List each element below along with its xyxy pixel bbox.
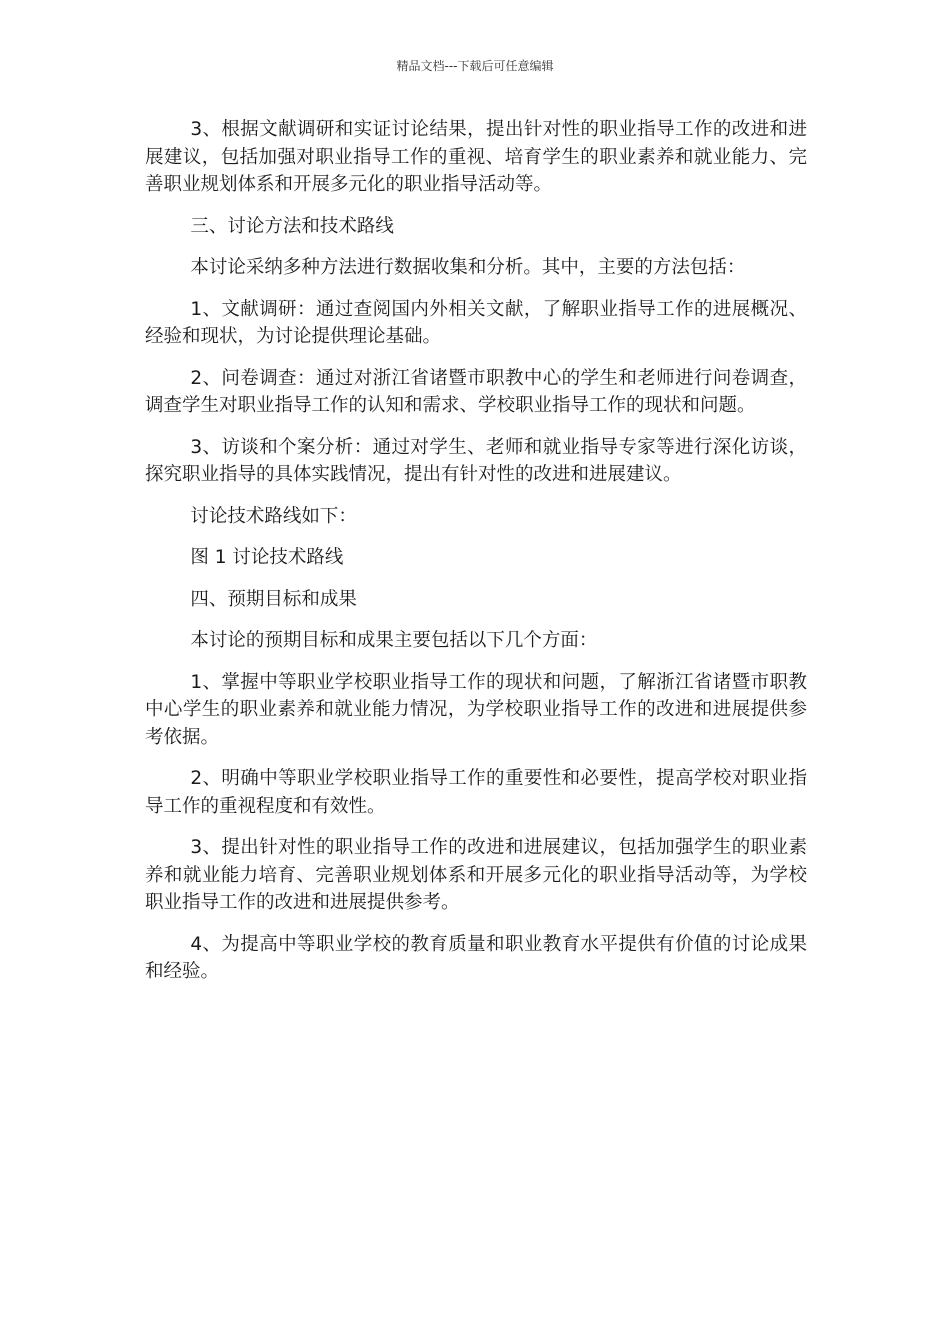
paragraph: 本讨论采纳多种方法进行数据收集和分析。其中，主要的方法包括：	[190, 257, 746, 278]
list-item: 1、文献调研：通过查阅国内外相关文献，了解职业指导工作的进展概况、经验和现状，为讨论提供理论基础。	[145, 298, 807, 347]
document-body	[145, 116, 807, 1000]
page-header: 精品文档---下载后可任意编辑	[396, 59, 554, 73]
list-item: 2、问卷调查：通过对浙江省诸暨市职教中心的学生和老师进行问卷调查，调查学生对职业指导工作的认知和需求、学校职业指导工作的现状和问题。	[145, 367, 807, 416]
section-heading: 三、讨论方法和技术路线	[190, 215, 394, 237]
paragraph: 本讨论的预期目标和成果主要包括以下几个方面：	[190, 630, 598, 651]
section-heading: 四、预期目标和成果	[190, 588, 357, 610]
list-item: 3、提出针对性的职业指导工作的改进和进展建议，包括加强学生的职业素养和就业能力培育、完善职业规划体系和开展多元化的职业指导活动等，为学校职业指导工作的改进和进展提供参考。	[145, 837, 807, 913]
list-item: 2、明确中等职业学校职业指导工作的重要性和必要性，提高学校对职业指导工作的重视程度和有效性。	[145, 768, 807, 817]
list-item: 3、访谈和个案分析：通过对学生、老师和就业指导专家等进行深化访谈，探究职业指导的具体实践情况，提出有针对性的改进和进展建议。	[145, 436, 807, 485]
paragraph: 3、根据文献调研和实证讨论结果，提出针对性的职业指导工作的改进和进展建议，包括加强对职业指导工作的重视、培育学生的职业素养和就业能力、完善职业规划体系和开展多元化的职业指导活动等。	[145, 119, 807, 195]
list-item: 1、掌握中等职业学校职业指导工作的现状和问题，了解浙江省诸暨市职教中心学生的职业素养和就业能力情况，为学校职业指导工作的改进和进展提供参考依据。	[145, 671, 807, 748]
paragraph: 讨论技术路线如下：	[190, 505, 357, 527]
list-item: 4、为提高中等职业学校的教育质量和职业教育水平提供有价值的讨论成果和经验。	[145, 933, 807, 982]
figure-caption: 图 1 讨论技术路线	[190, 547, 344, 568]
